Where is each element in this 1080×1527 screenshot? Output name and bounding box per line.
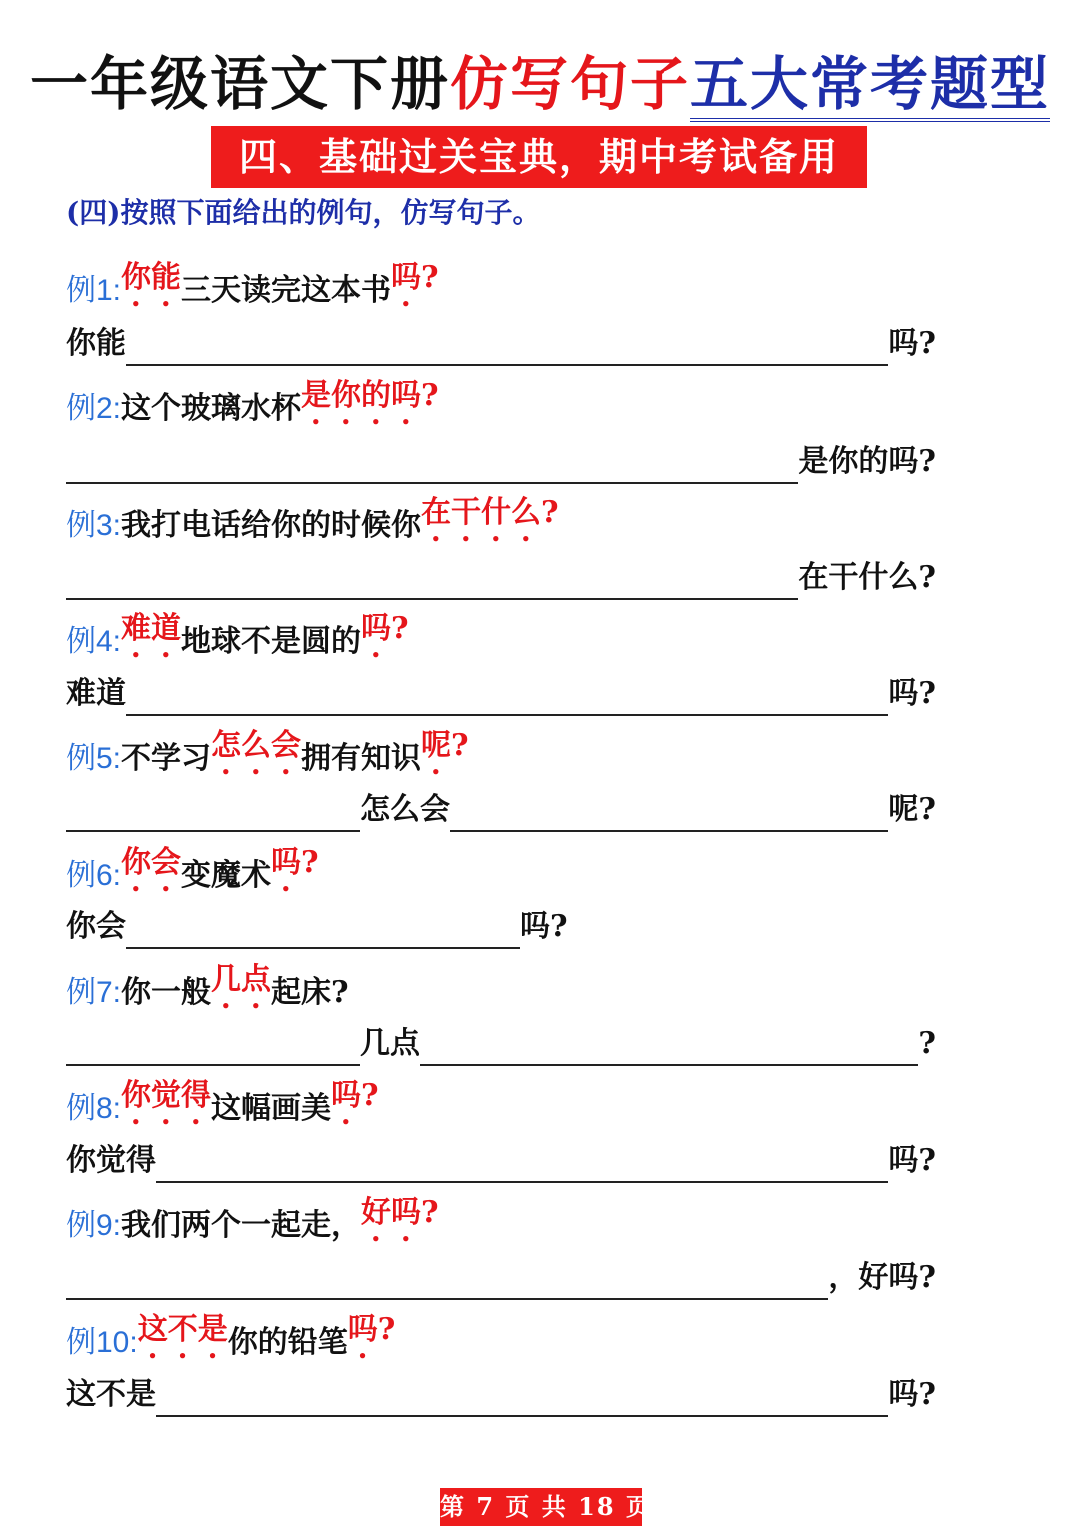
answer-suffix: ? <box>918 1026 936 1061</box>
answer-line-10 <box>66 1373 936 1417</box>
answer-suffix: 在干什么? <box>798 560 936 595</box>
example-number: 例4: <box>66 625 122 658</box>
example-keyword: 几点 <box>211 962 272 997</box>
example-text: 地球不是圆的 <box>181 624 362 659</box>
example-number: 例6: <box>66 859 122 892</box>
example-text: 三天读完这本书 <box>181 273 392 308</box>
example-keyword: 在干什么? <box>421 495 559 530</box>
answer-line-1 <box>66 322 936 366</box>
example-7 <box>66 958 936 1015</box>
answer-prefix: 难道 <box>66 676 126 711</box>
example-keyword: 你能 <box>121 260 182 295</box>
answer-middle: 几点 <box>360 1026 420 1061</box>
example-keyword: 这不是 <box>137 1312 228 1347</box>
title-grade-subject: 一年级语文下册 <box>29 50 450 118</box>
example-keyword: 吗? <box>361 611 409 646</box>
answer-line-3 <box>66 556 936 600</box>
answer-blank[interactable] <box>66 1262 828 1300</box>
example-text: 这个玻璃水杯 <box>121 391 302 426</box>
answer-prefix: 这不是 <box>66 1377 156 1412</box>
example-keyword: 怎么会 <box>211 728 302 763</box>
answer-suffix: ，好吗? <box>828 1260 936 1295</box>
example-number: 例1: <box>66 274 122 307</box>
section-banner: 四、基础过关宝典，期中考试备用 <box>211 126 867 188</box>
example-keyword: 吗? <box>271 845 319 880</box>
example-text: 不学习 <box>121 741 212 776</box>
answer-blank[interactable] <box>156 1379 888 1417</box>
example-text: 拥有知识 <box>301 741 422 776</box>
answer-blank[interactable] <box>420 1028 918 1066</box>
answer-suffix: 吗? <box>888 1377 936 1412</box>
answer-blank[interactable] <box>126 678 888 716</box>
answer-prefix: 你能 <box>66 326 126 361</box>
example-keyword: 你会 <box>121 845 182 880</box>
example-text: 起床? <box>271 975 349 1010</box>
answer-blank[interactable] <box>66 562 798 600</box>
answer-suffix: 呢? <box>888 792 936 827</box>
example-text: 你一般 <box>121 975 212 1010</box>
answer-line-5 <box>66 788 936 832</box>
instruction-text: (四)按照下面给出的例句，仿写句子。 <box>66 196 541 229</box>
example-keyword: 吗? <box>391 260 439 295</box>
example-text: 你的铅笔 <box>227 1325 348 1360</box>
example-number: 例3: <box>66 509 122 542</box>
example-keyword: 好吗? <box>361 1195 439 1230</box>
example-6 <box>66 841 936 898</box>
example-keyword: 呢? <box>421 728 469 763</box>
title-topic: 仿写句子 <box>449 50 690 118</box>
example-keyword: 吗? <box>347 1312 396 1347</box>
example-number: 例5: <box>66 742 122 775</box>
example-4 <box>66 607 936 664</box>
answer-blank[interactable] <box>156 1145 888 1183</box>
example-9 <box>66 1191 936 1248</box>
page-title <box>0 46 1080 122</box>
example-3 <box>66 491 936 548</box>
answer-blank[interactable] <box>66 1028 360 1066</box>
page-number: 第 7 页 共 18 页 <box>440 1488 642 1526</box>
answer-line-7 <box>66 1022 936 1066</box>
example-10 <box>66 1308 936 1365</box>
answer-suffix: 吗? <box>520 909 568 944</box>
example-keyword: 你觉得 <box>121 1078 212 1113</box>
answer-blank[interactable] <box>66 446 798 484</box>
answer-suffix: 吗? <box>888 1143 936 1178</box>
example-2 <box>66 374 936 431</box>
answer-line-9 <box>66 1256 936 1300</box>
answer-blank[interactable] <box>450 794 888 832</box>
example-number: 例9: <box>66 1209 122 1242</box>
answer-prefix: 你会 <box>66 909 126 944</box>
example-8 <box>66 1074 936 1131</box>
answer-line-4 <box>66 672 936 716</box>
answer-middle: 怎么会 <box>360 792 450 827</box>
example-keyword: 难道 <box>121 611 182 646</box>
example-5 <box>66 724 936 781</box>
example-number: 例2: <box>66 392 122 425</box>
answer-prefix: 你觉得 <box>66 1143 156 1178</box>
example-text: 这幅画美 <box>211 1091 332 1126</box>
example-text: 我打电话给你的时候你 <box>121 508 422 543</box>
answer-blank[interactable] <box>126 911 520 949</box>
answer-suffix: 吗? <box>888 326 936 361</box>
example-text: 变魔术 <box>181 858 272 893</box>
answer-line-2 <box>66 440 936 484</box>
title-question-types: 五大常考题型 <box>690 50 1050 122</box>
answer-blank[interactable] <box>66 794 360 832</box>
example-text: 我们两个一起走， <box>121 1208 362 1243</box>
example-keyword: 吗? <box>331 1078 379 1113</box>
answer-line-6 <box>66 905 936 949</box>
answer-line-8 <box>66 1139 936 1183</box>
example-number: 例7: <box>66 976 122 1009</box>
answer-suffix: 是你的吗? <box>798 444 936 479</box>
example-1 <box>66 256 936 313</box>
answer-suffix: 吗? <box>888 676 936 711</box>
answer-blank[interactable] <box>126 328 888 366</box>
example-number: 例8: <box>66 1092 122 1125</box>
example-keyword: 是你的吗? <box>301 378 439 413</box>
example-number: 例10: <box>66 1326 138 1359</box>
